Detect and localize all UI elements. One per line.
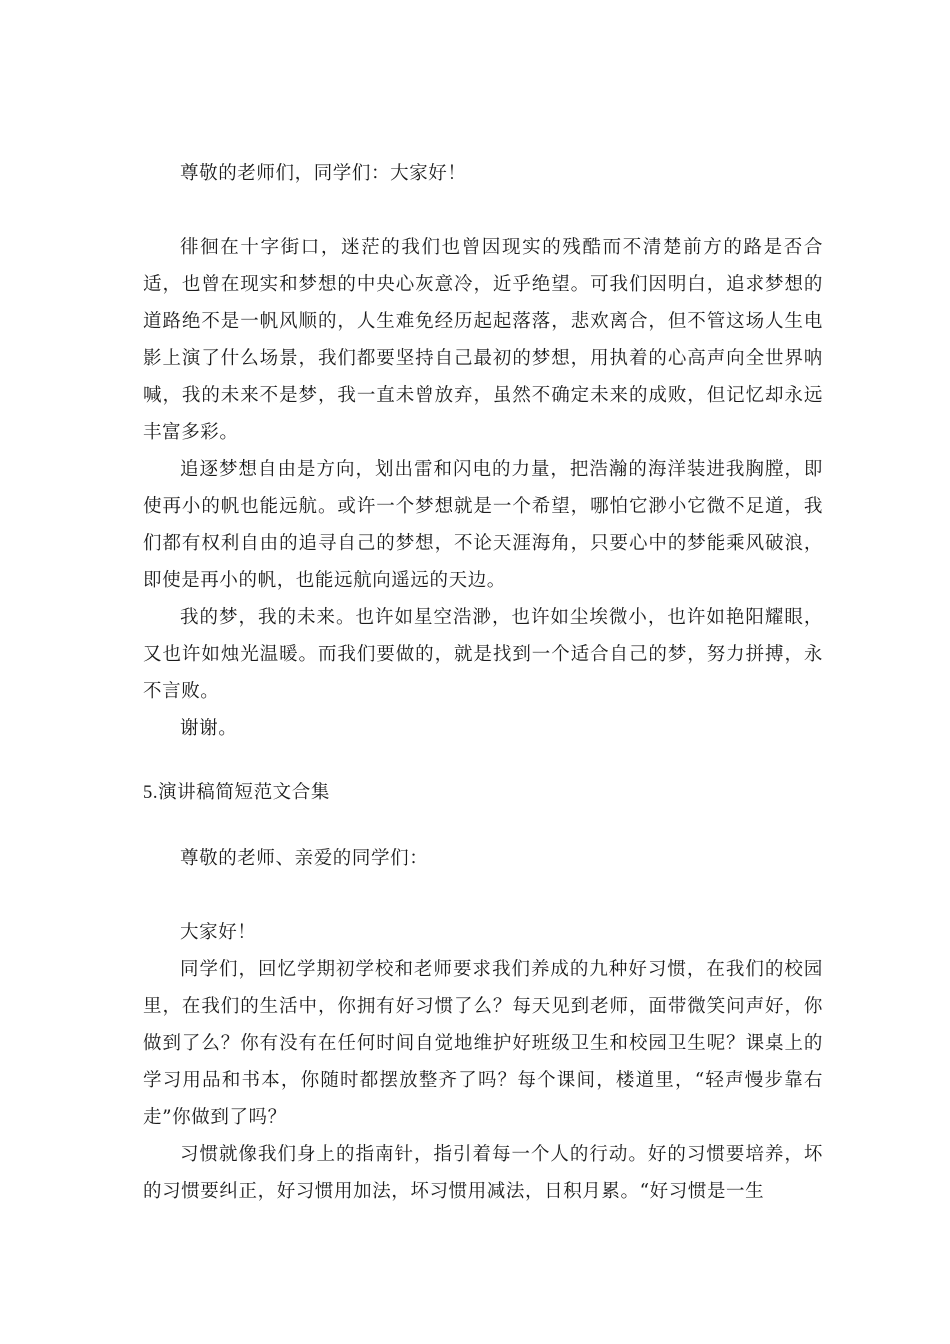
- spacer: [143, 812, 823, 840]
- paragraph-habits-2: 习惯就像我们身上的指南针，指引着每一个人的行动。好的习惯要培养，坏的习惯要纠正，好习惯用加法，坏习惯用减法，日积月累。“好习惯是一生: [143, 1144, 823, 1202]
- spacer: [143, 192, 823, 229]
- spacer: [143, 747, 823, 775]
- section-heading: 5.演讲稿简短范文合集: [143, 783, 330, 803]
- spacer: [143, 877, 823, 914]
- paragraph-dream-1: 徘徊在十字街口，迷茫的我们也曾因现实的残酷而不清楚前方的路是否合适，也曾在现实和梦想的中央心灰意冷，近乎绝望。可我们因明白，追求梦想的道路绝不是一帆风顺的，人生难免经历起起落落，悲欢离合，但不管这场人生电影上演了什么场景，我们都要坚持自己最初的梦想，用执着的心高声向全世界呐喊，我的未来不是梦，我一直未曾放弃，虽然不确定未来的成败，但记忆却永远丰富多彩。: [143, 237, 823, 443]
- greeting-line: 尊敬的老师们，同学们：大家好！: [180, 163, 467, 184]
- paragraph-dream-2: 追逐梦想自由是方向，划出雷和闪电的力量，把浩瀚的海洋装进我胸膛，即使再小的帆也能远航。或许一个梦想就是一个希望，哪怕它渺小它微不足道，我们都有权利自由的追寻自己的梦想，不论天涯海角，只要心中的梦能乘风破浪，即使是再小的帆，也能远航向遥远的天边。: [143, 459, 823, 591]
- paragraph-dream-3: 我的梦，我的未来。也许如星空浩渺，也许如尘埃微小，也许如艳阳耀眼，又也许如烛光温暖。而我们要做的，就是找到一个适合自己的梦，努力拼搏，永不言败。: [143, 607, 823, 702]
- greeting-teachers: 尊敬的老师、亲爱的同学们：: [180, 848, 429, 869]
- document-body: [143, 155, 823, 1210]
- greeting-everyone: 大家好！: [180, 922, 257, 943]
- paragraph-habits-1: 同学们，回忆学期初学校和老师要求我们养成的九种好习惯，在我们的校园里，在我们的生活中，你拥有好习惯了么？每天见到老师，面带微笑问声好，你做到了么？你有没有在任何时间自觉地维护好班级卫生和校园卫生呢？课桌上的学习用品和书本，你随时都摆放整齐了吗？每个课间，楼道里，“轻声慢步靠右走”你做到了吗？: [143, 959, 823, 1128]
- paragraph-thanks: 谢谢。: [180, 718, 238, 739]
